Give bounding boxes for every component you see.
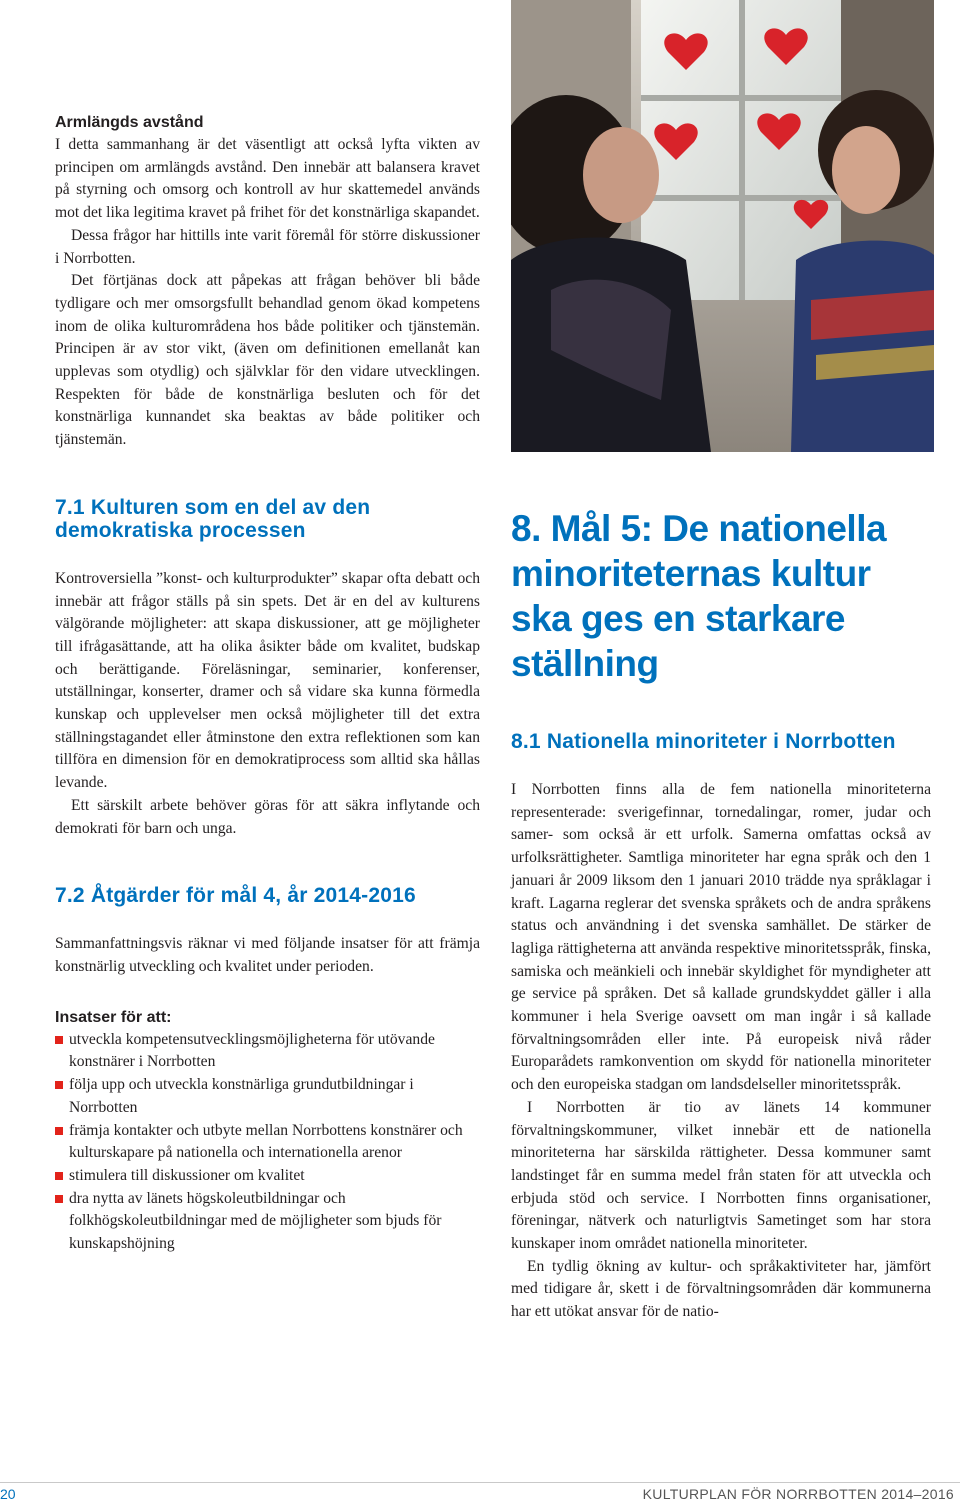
bullet-icon xyxy=(55,1172,63,1180)
list-item-text: följa upp och utveckla konstnärliga grundutbildningar i Norrbotten xyxy=(69,1076,414,1116)
left-column xyxy=(55,112,480,1256)
bullet-icon xyxy=(55,1127,63,1135)
heading-section-7-1: 7.1 Kulturen som en del av den demokratiska processen xyxy=(55,495,371,542)
list-item xyxy=(55,1029,480,1074)
paragraph: Sammanfattningsvis räknar vi med följande insatser för att främja konstnärlig utveckling och kvalitet under perioden. xyxy=(55,935,480,975)
list-item-text: dra nytta av länets högskoleutbildningar och folkhögskoleutbildningar med de möjligheter som bjuds för kunskapshöjning xyxy=(69,1189,442,1253)
bullet-icon xyxy=(55,1195,63,1203)
heading-armlangds-avstand: Armlängds avstånd xyxy=(55,114,204,131)
heading-section-7-2: 7.2 Åtgärder för mål 4, år 2014-2016 xyxy=(55,884,416,908)
photo-two-women xyxy=(511,0,934,452)
list-item xyxy=(55,1165,480,1188)
footer-rule xyxy=(0,1482,960,1483)
list-item-text: främja kontakter och utbyte mellan Norrbottens konstnärer och kulturskapare på nationella och internationella arenor xyxy=(69,1121,463,1162)
photo-illustration xyxy=(511,0,934,452)
paragraph: Kontroversiella ”konst- och kulturprodukter” skapar ofta debatt och innebär att frågor ställs på sin spets. Det är en del av kulturens välgörande möjligheter: att skapa diskussioner, att ge möjligheter till ifrågasättande, att ha olika åsikter både om kvalitet, budskap och berättigande. Föreläsningar, seminarier, konferenser, utställningar, konserter, dramer och så vidare ska kunna förmedla kunskap och upplevelser men också möjligheter till det extra ställningstagandet eller åtminstone den extra reflektionen som kan tillföra en dimension för en demokratiprocess som alltid ska hållas levande. xyxy=(55,569,480,792)
paragraph: I detta sammanhang är det väsentligt att också lyfta vikten av principen om armlängds avstånd. Den innebär att balansera kravet på styrning och omsorg och kontroll av hur skattemedel används mot det lika legitima kravet på frihet för det konstnärliga skapandet. xyxy=(55,136,480,222)
paragraph: Det förtjänas dock att påpekas att frågan behöver bli både tydligare och mer omsorgsfullt behandlad genom ökad kompetens inom de olika kulturområdena hos både politiker och tjänstemän. Principen är av stor vikt, (även om definitionen emellanåt kan upplevas som otydlig) och självklar för den vidare utvecklingen. Respekten för både de konstnärliga besluten och för det konstnärliga kunnandet ska beaktas av både politiker och tjänstemän. xyxy=(55,272,480,449)
list-item xyxy=(55,1074,480,1119)
paragraph: I Norrbotten är tio av länets 14 kommuner förvaltningskommuner, vilket innebär ett de nationella minoriteterna har särskilda rättigheter. Dessa kommuner samt landstinget får en summa medel från staten för att utveckla och erbjuda stöd och service. I Norrbotten finns organisationer, föreningar, nätverk och naturligtvis Sametinget som har stora kunskaper inom området nationella minoriteter. xyxy=(511,1098,931,1253)
page-number: 20 xyxy=(0,1486,16,1502)
heading-insatser: Insatser för att: xyxy=(55,1008,172,1026)
list-item-text: stimulera till diskussioner om kvalitet xyxy=(69,1166,305,1184)
bullet-list xyxy=(55,1029,480,1256)
paragraph: Dessa frågor har hittills inte varit föremål för större diskussioner i Norrbotten. xyxy=(55,226,480,267)
list-item xyxy=(55,1120,480,1165)
paragraph: En tydlig ökning av kultur- och språkaktiviteter har, jämfört med tidigare år, skett i de förvaltningsområden där kommunerna har ett utökat ansvar för de natio- xyxy=(511,1257,931,1321)
paragraph: Ett särskilt arbete behöver göras för att säkra inflytande och demokrati för barn och unga. xyxy=(55,796,480,837)
bullet-icon xyxy=(55,1036,63,1044)
list-item xyxy=(55,1188,480,1256)
heading-section-8-1: 8.1 Nationella minoriteter i Norrbotten xyxy=(511,730,896,753)
right-column xyxy=(511,506,931,1324)
paragraph: I Norrbotten finns alla de fem nationella minoriteterna representerade: sverigefinnar, tornedalingar, romer, judar och samer- som också är ett urfolk. Samerna omfattas också av urfolksrättigheter. Samtliga minoriteter har egna språk och den 1 januari år 2009 liksom den 1 januari 2010 trädde nya språklagar i kraft. Lagarna reglerar det svenska språkets och de andra språkens status och användning i det svenska samhället. De stärker de lagliga rättigheterna att använda respektive minoritetsspråk, finska, samiska och meänkieli och innebär skyldighet för myndigheter att ge service på språken. Det så kallade grundskyddet gäller i alla kommuner i hela Sverige oavsett om man ingår i så kallade förvaltningsområden eller inte. På europeisk nivå råder Europarådets ramkonvention om skydd för nationella minoriteter och den europeiska stadgan om landsdelseller minoritetsspråk. xyxy=(511,781,931,1094)
list-item-text: utveckla kompetensutvecklingsmöjligheterna för utövande konstnärer i Norrbotten xyxy=(69,1030,435,1071)
footer-title: KULTURPLAN FÖR NORRBOTTEN 2014–2016 xyxy=(642,1486,954,1502)
heading-chapter-8: 8. Mål 5: De nationella minoriteternas kultur ska ges en starkare ställning xyxy=(511,508,887,684)
bullet-icon xyxy=(55,1081,63,1089)
